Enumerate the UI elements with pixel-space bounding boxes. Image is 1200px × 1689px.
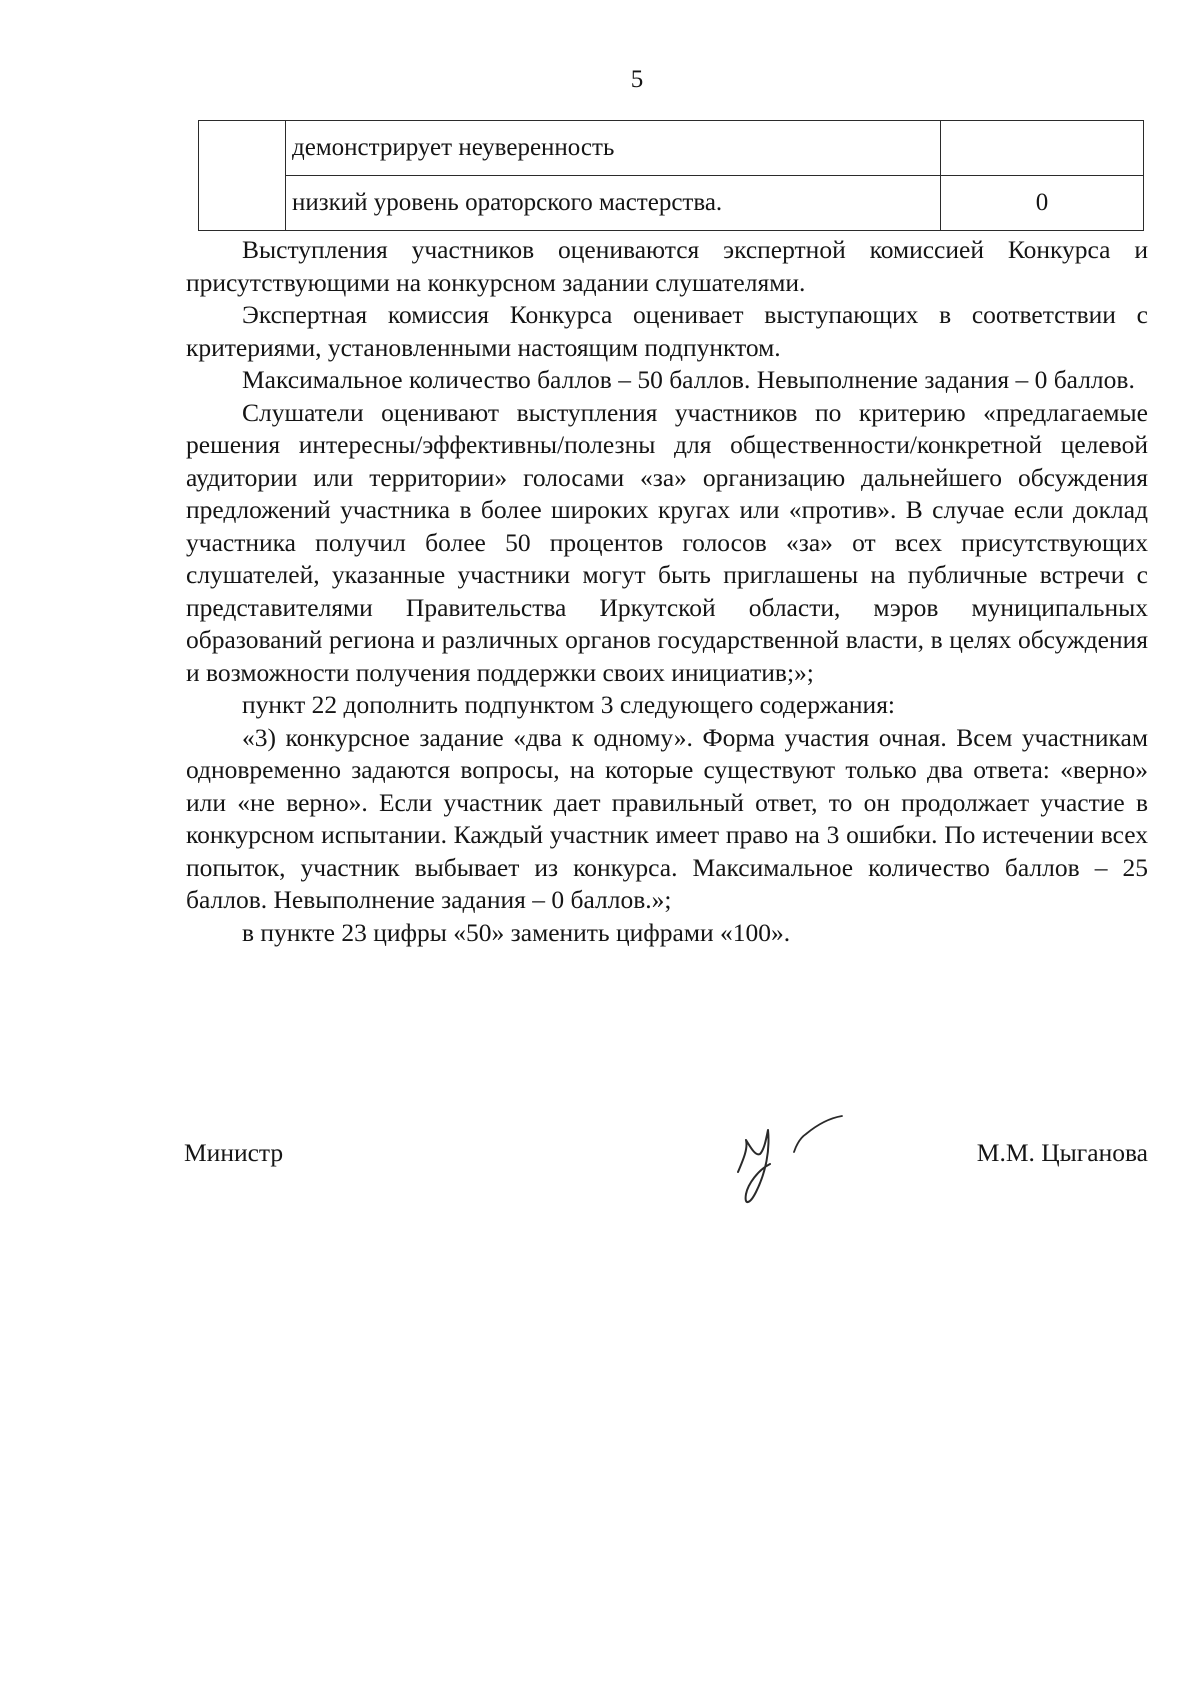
paragraph-point-23: в пункте 23 цифры «50» заменить цифрами «100». xyxy=(242,917,791,947)
table-row xyxy=(199,121,1144,176)
table-row xyxy=(199,176,1144,231)
signature-block xyxy=(0,1120,1200,1240)
document-body xyxy=(186,234,1148,949)
table-cell-number xyxy=(199,176,286,231)
table-cell-criterion: низкий уровень ораторского мастерства. xyxy=(286,176,941,231)
table-cell-number xyxy=(199,121,286,176)
paragraph-listeners: Слушатели оценивают выступления участников по критерию «предлагаемые решения интересны/эффективны/полезны для общественности/конкретной целевой аудитории или территории» голосами «за» организацию дальнейшего обсуждения предложений участника в более широких кругах или «против». В случае если доклад участника получил более 50 процентов голосов «за» от всех присутствующих слушателей, указанные участники могут быть приглашены на публичные встречи с представителями Правительства Иркутской области, мэров муниципальных образований региона и различных органов государственной власти, в целях обсуждения и возможности получения поддержки своих инициатив;»; xyxy=(186,397,1148,687)
table-cell-score: 0 xyxy=(941,176,1144,231)
paragraph-evaluation: Выступления участников оцениваются экспертной комиссией Конкурса и присутствующими на конкурсном задании слушателями. xyxy=(186,235,1148,297)
signatory-title: Министр xyxy=(184,1138,284,1167)
page-number: 5 xyxy=(630,66,644,93)
handwritten-signature xyxy=(730,1110,870,1220)
paragraph-point-22: пункт 22 дополнить подпунктом 3 следующего содержания: xyxy=(242,690,896,719)
table-cell-criterion: демонстрирует неуверенность xyxy=(286,121,941,176)
criteria-table xyxy=(198,120,1144,231)
paragraph-expert-commission: Экспертная комиссия Конкурса оценивает выступающих в соответствии с критериями, установленными настоящим подпунктом. xyxy=(186,300,1148,362)
paragraph-max-score: Максимальное количество баллов – 50 баллов. Невыполнение задания – 0 баллов. xyxy=(242,365,1135,394)
signatory-name: М.М. Цыганова xyxy=(976,1138,1148,1167)
table-cell-score xyxy=(941,121,1144,176)
paragraph-two-to-one: «3) конкурсное задание «два к одному». Форма участия очная. Всем участникам одновременно задаются вопросы, на которые существуют только два ответа: «верно» или «не верно». Если участник дает правильный ответ, то он продолжает участие в конкурсном испытании. Каждый участник имеет право на 3 ошибки. По истечении всех попыток, участник выбывает из конкурса. Максимальное количество баллов – 25 баллов. Невыполнение задания – 0 баллов.»; xyxy=(186,722,1148,914)
